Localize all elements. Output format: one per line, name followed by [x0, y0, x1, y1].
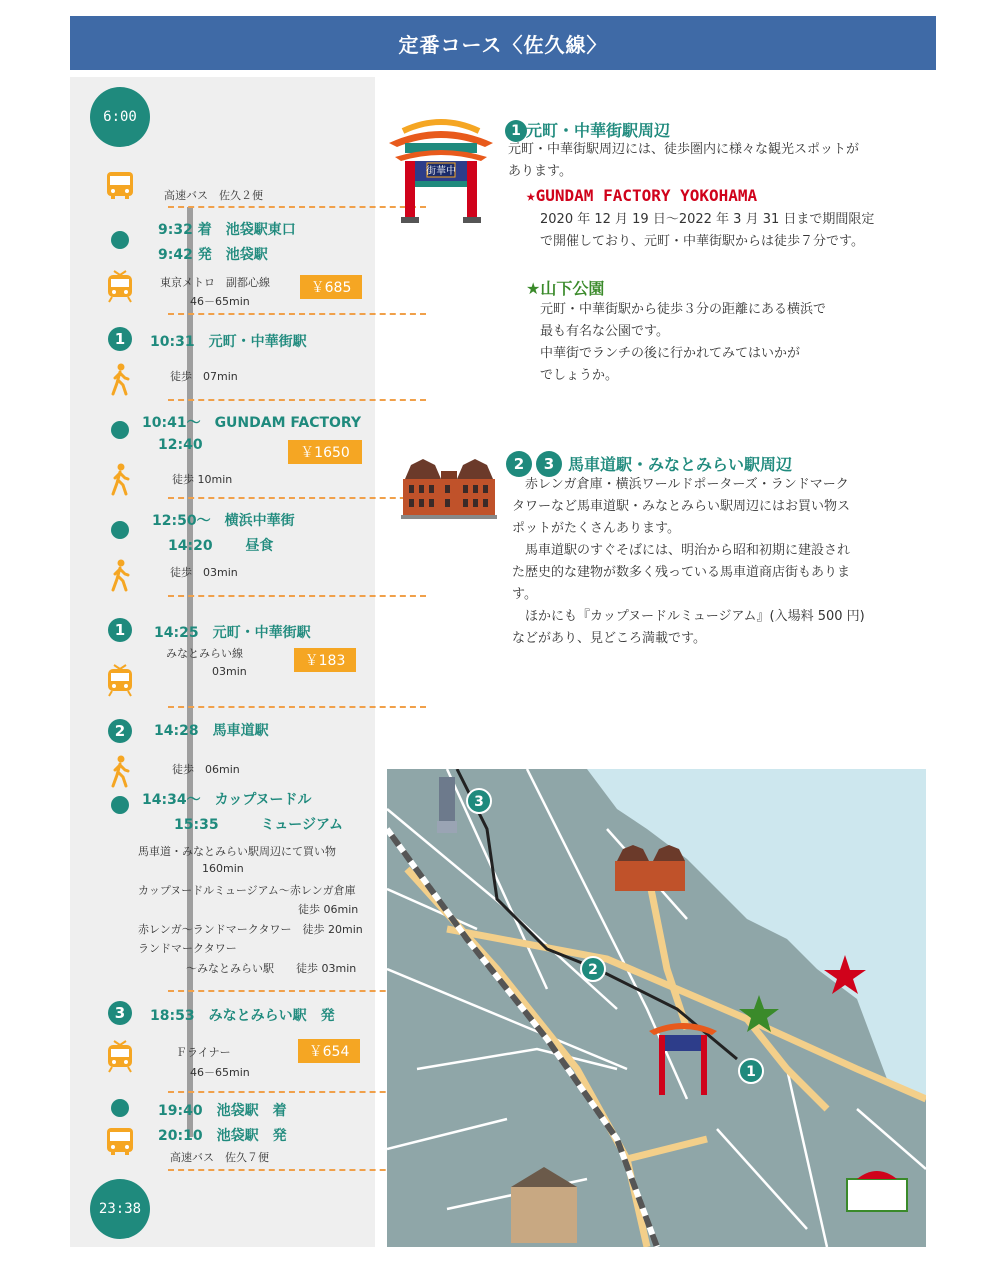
bus-icon	[104, 169, 136, 201]
gundam-description	[540, 209, 930, 253]
svg-text:3: 3	[474, 794, 484, 810]
divider	[168, 497, 426, 499]
walk2-label: 徒歩 10min	[172, 473, 233, 486]
timeline-dot	[111, 231, 129, 249]
text-line: で開催しており、元町・中華街駅からは徒歩７分です。	[540, 234, 864, 249]
text-line: などがあり、見どころ満載です。	[512, 631, 706, 646]
mm-line-duration: 03min	[212, 665, 247, 678]
route-note: ランドマークタワー	[138, 942, 237, 955]
page-title: 定番コース〈佐久線〉	[70, 16, 936, 70]
spot1-description	[508, 139, 928, 183]
route-walk-time: 徒歩 06min	[298, 903, 359, 916]
bus2-label: 高速バス 佐久７便	[170, 1151, 269, 1164]
shopping-duration: 160min	[202, 862, 244, 875]
minatomirai-departure: 18:53 みなとみらい駅 発	[150, 1008, 335, 1024]
route-note: カップヌードルミュージアム～赤レンガ倉庫	[138, 884, 356, 897]
motomachi-arrival: 10:31 元町・中華街駅	[150, 334, 307, 350]
timeline-dot	[111, 1099, 129, 1117]
walking-person-icon	[108, 463, 132, 497]
chinatown-gate-icon	[385, 117, 497, 223]
train-icon	[104, 269, 136, 303]
text-line: 中華街でランチの後に行かれてみてはいかが	[540, 346, 801, 361]
station-number-badge: 3	[108, 1001, 132, 1025]
bus1-label: 高速バス 佐久２便	[164, 189, 263, 202]
fliner-line: Ｆライナー	[176, 1046, 231, 1059]
svg-text:2: 2	[588, 962, 598, 978]
motomachi-departure: 14:25 元町・中華街駅	[154, 625, 311, 641]
price-badge: ￥654	[298, 1039, 360, 1063]
gate-sign-text: 街華中	[426, 166, 456, 177]
gundam-factory-title: ★GUNDAM FACTORY YOKOHAMA	[526, 186, 758, 205]
shopping-note: 馬車道・みなとみらい駅周辺にて買い物	[138, 845, 336, 858]
metro-duration: 46－65min	[190, 295, 250, 308]
price-badge: ￥183	[294, 648, 356, 672]
text-line: あります。	[508, 164, 572, 179]
spot2-title: 馬車道駅・みなとみらい駅周辺	[568, 455, 793, 474]
mm-line: みなとみらい線	[166, 647, 243, 660]
spot-number-badge: 2	[506, 451, 532, 477]
divider	[168, 313, 426, 315]
timeline-dot	[111, 421, 129, 439]
cupnoodle-end-time: 15:35 ミュージアム	[174, 817, 344, 833]
gundam-visit-time: 10:41～ GUNDAM FACTORY	[142, 415, 362, 431]
text-line: た歴史的な建物が数多く残っている馬車道商店街もありま	[512, 565, 851, 580]
text-line: 2020 年 12 月 19 日～2022 年 3 月 31 日まで期間限定	[540, 212, 875, 227]
red-brick-warehouse-icon	[401, 455, 497, 519]
route-note: 赤レンガ～ランドマークタワー 徒歩 20min	[138, 923, 363, 936]
train-icon	[104, 1039, 136, 1073]
spot2-description	[512, 474, 932, 650]
cupnoodle-time: 14:34～ カップヌードル	[142, 792, 312, 808]
walk3-label: 徒歩 03min	[170, 566, 238, 579]
ikebukuro-departure: 9:42 発 池袋駅	[158, 247, 268, 263]
divider	[168, 595, 426, 597]
price-badge: ￥685	[300, 275, 362, 299]
walk1-label: 徒歩 07min	[170, 370, 238, 383]
fliner-duration: 46－65min	[190, 1066, 250, 1079]
station-marker-3	[467, 789, 491, 813]
start-time-badge: 6:00	[90, 87, 150, 147]
spot-number-badge: 1	[505, 120, 527, 142]
park-description	[540, 299, 930, 387]
station-marker-1	[739, 1059, 763, 1083]
text-line: 最も有名な公園です。	[540, 324, 669, 339]
divider	[168, 399, 426, 401]
price-badge: ￥1650	[288, 440, 362, 464]
route-note: ～みなとみらい駅 徒歩 03min	[186, 962, 357, 975]
landmark-tower-icon	[437, 777, 457, 833]
text-line: 赤レンガ倉庫・横浜ワールドポーターズ・ランドマーク	[512, 477, 849, 492]
bashamichi-arrival: 14:28 馬車道駅	[154, 723, 269, 739]
spot-number-badge: 3	[536, 451, 562, 477]
timeline-panel	[70, 77, 375, 1247]
map-graphic	[387, 769, 926, 1247]
text-line: ほかにも『カップヌードルミュージアム』(入場料 500 円)	[512, 609, 865, 624]
yamashita-park-title: ★山下公園	[526, 279, 605, 298]
station-number-badge: 2	[108, 719, 132, 743]
walking-person-icon	[108, 755, 132, 789]
ikebukuro-return-arrival: 19:40 池袋駅 着	[158, 1103, 287, 1119]
text-line: 元町・中華街駅周辺には、徒歩圏内に様々な観光スポットが	[508, 142, 860, 157]
bus-icon	[104, 1125, 136, 1157]
area-map	[387, 769, 926, 1247]
text-line: 元町・中華街駅から徒歩３分の距離にある横浜で	[540, 302, 827, 317]
end-time-badge: 23:38	[90, 1179, 150, 1239]
divider	[168, 706, 426, 708]
text-line: でしょうか。	[540, 368, 619, 383]
station-marker-2	[581, 957, 605, 981]
gundam-end-time: 12:40	[158, 437, 203, 453]
svg-text:1: 1	[746, 1064, 756, 1080]
walking-person-icon	[108, 363, 132, 397]
station-number-badge: 1	[108, 327, 132, 351]
spot1-title: 元町・中華街駅周辺	[526, 121, 671, 140]
text-line: 馬車道駅のすぐそばには、明治から昭和初期に建設され	[512, 543, 851, 558]
text-line: タワーなど馬車道駅・みなとみらい駅周辺にはお買い物ス	[512, 499, 851, 514]
lunch-time: 14:20 昼食	[168, 538, 274, 554]
chinatown-time: 12:50～ 横浜中華街	[152, 513, 295, 529]
ikebukuro-return-departure: 20:10 池袋駅 発	[158, 1128, 287, 1144]
train-icon	[104, 663, 136, 697]
walk4-label: 徒歩 06min	[172, 763, 240, 776]
station-number-badge: 1	[108, 618, 132, 642]
timeline-dot	[111, 521, 129, 539]
timeline-dot	[111, 796, 129, 814]
text-line: ポットがたくさんあります。	[512, 521, 680, 536]
metro-line: 東京メトロ 副都心線	[160, 276, 270, 289]
ikebukuro-arrival: 9:32 着 池袋駅東口	[158, 222, 296, 238]
text-line: す。	[512, 587, 537, 602]
walking-person-icon	[108, 559, 132, 593]
